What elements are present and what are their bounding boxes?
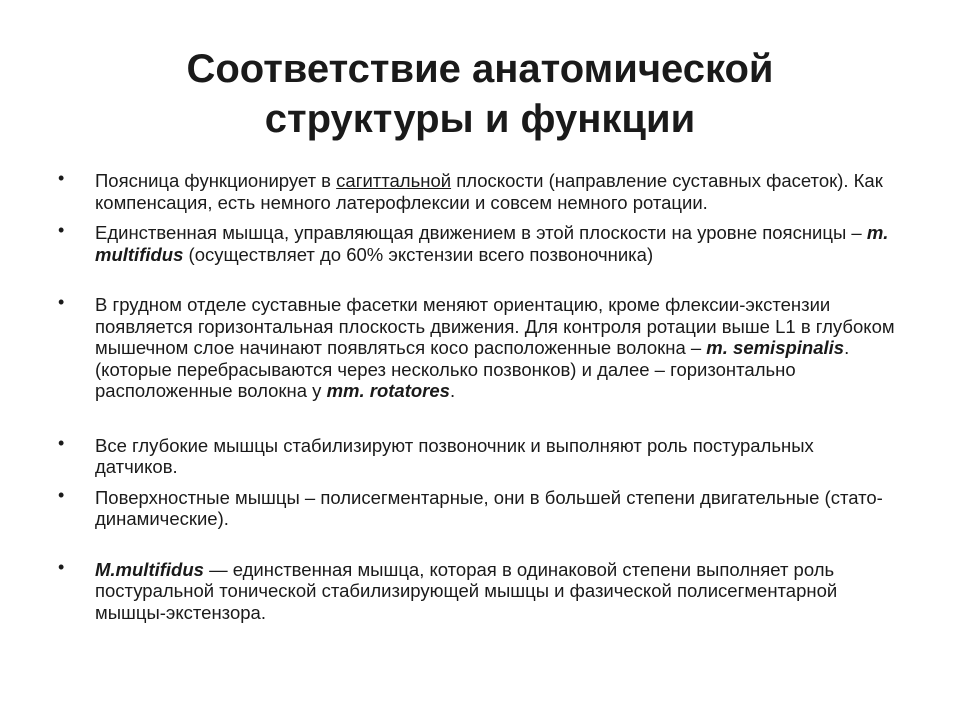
- bullet-item: [58, 432, 898, 478]
- bullet-item: [58, 170, 898, 213]
- bullet-text: плоскости (направление суставных фасеток). Как компенсация, есть немного латерофлексии и совсем немного ротации.: [95, 170, 883, 213]
- bullet-dot-icon: •: [58, 168, 65, 188]
- underlined-term: сагиттальной: [336, 170, 452, 191]
- bullet-dot-icon: •: [58, 484, 65, 505]
- bullet-dot-icon: •: [58, 220, 65, 240]
- muscle-term: m. semispinalis: [706, 337, 845, 358]
- bullet-list: [58, 170, 898, 623]
- bullet-text: — единственная мышца, которая в одинаковой степени выполняет роль постуральной тонической стабилизирующей мышцы и фазической полисегментарной мышцы-экстензора.: [95, 558, 838, 623]
- bullet-text: В грудном отделе суставные фасетки меняют ориентацию, кроме флексии-экстензии появляется горизонтальная плоскость движения. Для контроля ротации выше L1 в глубоком мышечном слое начинают появляться косо расположенные волокна –: [95, 294, 895, 358]
- bullet-item: [58, 484, 898, 530]
- muscle-term: mm. rotatores: [326, 380, 450, 401]
- bullet-dot-icon: •: [58, 432, 65, 453]
- bullet-dot-icon: •: [58, 292, 65, 312]
- bullet-text: .(которые перебрасываются через несколько позвонков) и далее – горизонтально расположенные волокна у: [95, 337, 850, 401]
- title-line-1: Соответствие анатомической: [186, 47, 774, 91]
- slide-title: [80, 44, 880, 144]
- title-line-2: структуры и функции: [264, 97, 696, 141]
- bullet-text: .: [449, 380, 456, 401]
- muscle-term: m. multifidus: [95, 222, 889, 265]
- muscle-term: M.multifidus: [95, 558, 204, 580]
- bullet-item: [58, 556, 898, 624]
- bullet-text: Все глубокие мышцы стабилизируют позвоночник и выполняют роль постуральных датчиков.: [95, 434, 814, 477]
- bullet-item: [58, 294, 898, 402]
- bullet-item: [58, 222, 898, 265]
- bullet-text: (осуществляет до 60% экстензии всего позвоночника): [183, 243, 654, 265]
- bullet-dot-icon: •: [58, 556, 65, 577]
- bullet-text: Поверхностные мышцы – полисегментарные, они в большей степени двигательные (стато-динамические).: [95, 486, 883, 529]
- bullet-text: Единственная мышца, управляющая движением в этой плоскости на уровне поясницы –: [95, 222, 867, 243]
- bullet-text: Поясница функционирует в: [95, 170, 337, 191]
